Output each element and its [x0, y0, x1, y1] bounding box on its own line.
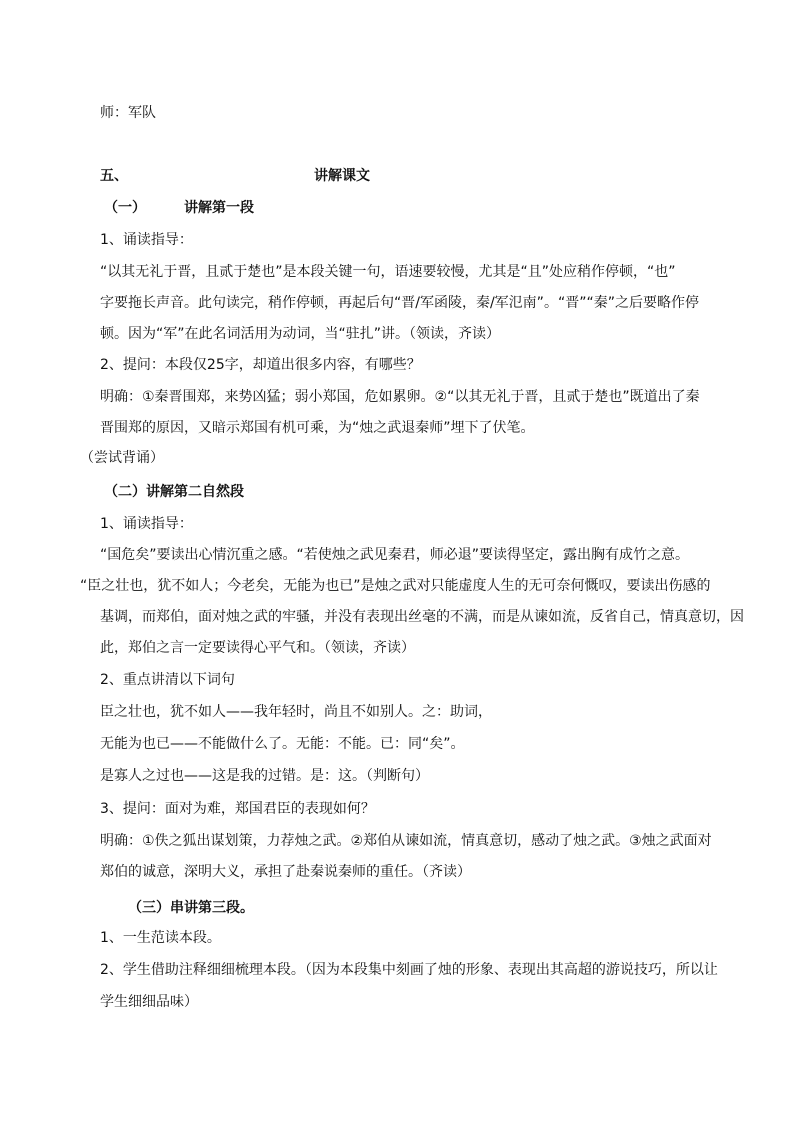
- text-line: 1、诵读指导：: [100, 232, 193, 248]
- text-line: 臣之壮也，犹不如人——我年轻时，尚且不如别人。之：助词，: [100, 704, 492, 720]
- text-line: 无能为也已——不能做什么了。无能：不能。已：同“矣”。: [100, 736, 465, 752]
- text-line: 晋围郑的原因，又暗示郑国有机可乘，为“烛之武退秦师”埋下了伏笔。: [100, 420, 535, 436]
- section-number: 五、: [100, 168, 128, 184]
- text-line: “国危矣”要读出心情沉重之感。“若使烛之武见秦君，师必退”要读得坚定，露出胸有成竹之意。: [100, 547, 690, 563]
- text-line: 2、重点讲清以下词句: [100, 672, 235, 688]
- text-line: 此，郑伯之言一定要读得心平气和。（领读，齐读）: [100, 640, 415, 656]
- subsection-heading: 讲解第一段: [184, 200, 254, 216]
- subsection-heading: （二）讲解第二自然段: [104, 484, 244, 500]
- text-line: “以其无礼于晋，且贰于楚也”是本段关键一句，语速要较慢，尤其是“且”处应稍作停顿，“也”: [100, 264, 676, 280]
- text-line: 3、提问：面对为难，郑国君臣的表现如何？: [100, 801, 375, 817]
- text-line: “臣之壮也，犹不如人；今老矣，无能为也已”是烛之武对只能虚度人生的无可奈何慨叹，要读出伤感的: [80, 578, 711, 594]
- text-line: 郑伯的诚意，深明大义，承担了赴秦说秦师的重任。（齐读）: [100, 864, 471, 880]
- text-line: 1、诵读指导：: [100, 516, 193, 532]
- text-line: 学生细细品味）: [100, 994, 198, 1010]
- text-line: 2、提问：本段仅25字，却道出很多内容，有哪些？: [100, 357, 421, 373]
- text-line: 是寡人之过也——这是我的过错。是：这。（判断句）: [100, 768, 429, 784]
- text-line: 师：军队: [100, 105, 156, 121]
- text-line: 1、一生范读本段。: [100, 930, 221, 946]
- text-line: 字要拖长声音。此句读完，稍作停顿，再起后句“晋/军函陵，秦/军氾南”。“晋”“秦”之后要略作停: [100, 295, 699, 311]
- text-line: 基调，而郑伯，面对烛之武的牢骚，并没有表现出丝毫的不满，而是从谏如流，反省自己，情真意切，因: [100, 609, 744, 625]
- text-line: 2、学生借助注释细细梳理本段。（因为本段集中刻画了烛的形象、表现出其高超的游说技巧，所以让: [100, 962, 718, 978]
- section-heading: 讲解课文: [314, 168, 370, 184]
- subsection-number: （一）: [104, 200, 146, 216]
- text-line: 顿。因为“军”在此名词活用为动词，当“驻扎”讲。（领读，齐读）: [100, 326, 501, 342]
- text-line: （尝试背诵）: [80, 450, 164, 466]
- text-line: 明确：①秦晋围郑，来势凶猛；弱小郑国，危如累卵。②“以其无礼于晋，且贰于楚也”既道出了秦: [100, 389, 700, 405]
- subsection-heading: （三）串讲第三段。: [128, 900, 254, 916]
- text-line: 明确：①佚之狐出谋划策，力荐烛之武。②郑伯从谏如流，情真意切，感动了烛之武。③烛之武面对: [100, 833, 712, 849]
